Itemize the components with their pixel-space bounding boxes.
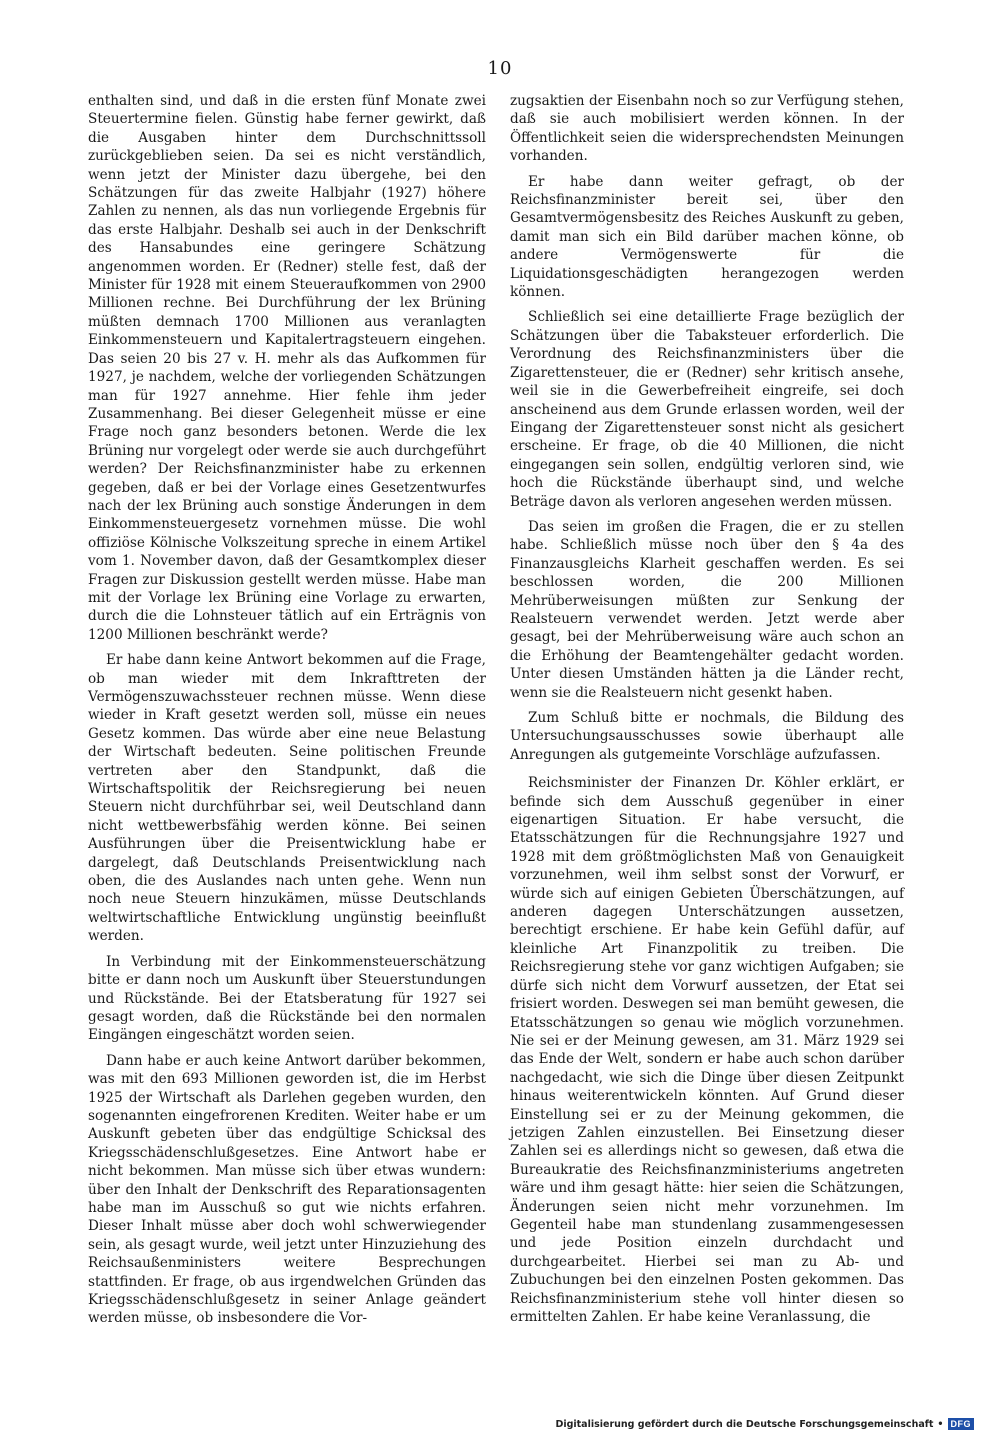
footer-text: Digitalisierung gefördert durch die Deutsche Forschungsgemeinschaft: [555, 1418, 934, 1430]
right-column: [510, 92, 904, 1333]
dfg-logo: DFG: [948, 1418, 975, 1430]
page-number: 10: [487, 58, 513, 79]
paragraph: Er habe dann keine Antwort bekommen auf die Frage, ob man wieder mit dem Inkrafttreten der Vermögenszuwachssteuer rechnen müsse. Wenn diese wieder in Kraft gesetzt werden soll, müsse ein neues Gesetz kommen. Das würde aber eine neue Belastung der Wirtschaft bedeuten. Seine politischen Freunde vertreten aber den Standpunkt, daß die Wirtschaftspolitik der Reichsregierung bei neuen Steuern nicht durchführbar sei, weil Deutschland dann nicht wettbewerbsfähig werden könne. Bei seinen Ausführungen über die Preisentwicklung habe er dargelegt, daß Deutschlands Preisentwicklung nach oben, die des Auslandes nach unten gehe. Wenn nun noch neue Steuern hinzukämen, müsse Deutschlands weltwirtschaftliche Entwicklung ungünstig beeinflußt werden.: [88, 652, 486, 945]
left-column: [88, 92, 486, 1335]
paragraph: In Verbindung mit der Einkommensteuerschätzung bitte er dann noch um Auskunft über Steuerstundungen und Rückstände. Bei der Etatsberatung für 1927 sei gesagt worden, daß die Rückstände bei den normalen Eingängen eingeschätzt worden seien.: [88, 953, 486, 1044]
paragraph: zugsaktien der Eisenbahn noch so zur Verfügung stehen, daß sie auch mobilisiert werden können. In der Öffentlichkeit seien die widersprechendsten Meinungen vorhanden.: [510, 93, 904, 165]
paragraph: Zum Schluß bitte er nochmals, die Bildung des Untersuchungsausschusses sowie überhaupt alle Anregungen als gutgemeinte Vorschläge aufzufassen.: [510, 710, 904, 763]
paragraph: Dann habe er auch keine Antwort darüber bekommen, was mit den 693 Millionen geworden ist, die im Herbst 1925 der Wirtschaft als Darlehen gegeben wurden, den sogenannten eingefrorenen Krediten. Weiter habe er um Auskunft gebeten über das endgültige Schicksal des Kriegsschädenschlußgesetzes. Eine Antwort habe er nicht bekommen. Man müsse sich über etwas wundern: über den Inhalt der Denkschrift des Reparationsagenten habe man im Ausschuß so gut wie nichts erfahren. Dieser Inhalt müsse aber doch wohl schwerwiegender sein, als gesagt wurde, weil jetzt unter Hinzuziehung des Reichsaußenministers weitere Besprechungen stattfinden. Er frage, ob aus irgendwelchen Gründen das Kriegsschädenschlußgesetz in seiner Anlage geändert werden müsse, ob insbesondere die Vor-: [88, 1052, 486, 1327]
paragraph: Er habe dann weiter gefragt, ob der Reichsfinanzminister bereit sei, über den Gesamtvermögensbesitz des Reiches Auskunft zu geben, damit man sich ein Bild darüber machen könne, ob andere Vermögenswerte für die Liquidationsgeschädigten herangezogen werden können.: [510, 173, 904, 301]
paragraph: enthalten sind, und daß in die ersten fünf Monate zwei Steuertermine fielen. Günstig habe ferner gewirkt, daß die Ausgaben hinter dem Durchschnittssoll zurückgeblieben seien. Da sei es nicht verständlich, wenn jetzt der Minister dazu übergehe, bei den Schätzungen für das zweite Halbjahr (1927) höhere Zahlen zu nennen, als das nun vorliegende Ergebnis für das erste Halbjahr. Deshalb sei auch in der Denkschrift des Hansabundes eine geringere Schätzung angenommen worden. Er (Redner) stelle fest, daß der Minister für 1928 mit einem Steueraufkommen von 2900 Millionen rechne. Bei Durchführung der lex Brüning müßten demnach 1700 Millionen aus veranlagten Einkommensteuern und Kapitalertragsteuern eingehen. Das seien 20 bis 27 v. H. mehr als das Aufkommen für 1927, je nachdem, welche der vorliegenden Schätzungen man für 1927 annehme. Hier fehle ihm jeder Zusammenhang. Bei dieser Gelegenheit müsse er eine Frage noch ganz besonders betonen. Werde die lex Brüning nur vorgelegt oder werde sie auch durchgeführt werden? Der Reichsfinanzminister habe zu erkennen gegeben, daß er bei der Vorlage eines Gesetzentwurfes nach der lex Brüning auch sonstige Änderungen in dem Einkommensteuergesetz vornehmen müsse. Die wohl offiziöse Kölnische Volkszeitung spreche in einem Artikel vom 1. November davon, daß der Gesamtkomplex dieser Fragen zur Diskussion gestellt werden müsse. Habe man mit der Vorlage lex Brüning eine Vorlage zu erwarten, durch die die Lohnsteuer tätlich auf ein Erträgnis von 1200 Millionen beschränkt werde?: [88, 93, 486, 643]
paragraph: Schließlich sei eine detaillierte Frage bezüglich der Schätzungen über die Tabaksteuer erforderlich. Die Verordnung des Reichsfinanzministers über die Zigarettensteuer, die er (Redner) sehr kritisch ansehe, weil sie in die Gewerbefreiheit eingreife, sei doch anscheinend aus dem Grunde erlassen worden, weil der Eingang der Zigarettensteuer sonst nicht als gesichert erscheine. Er frage, ob die 40 Millionen, die nicht eingegangen sein sollen, endgültig verloren sind, wie hoch die Rückstände überhaupt sind, und welche Beträge davon als verloren angesehen werden müssen.: [510, 309, 904, 510]
footer-separator: •: [937, 1418, 944, 1430]
digitization-footer: [555, 1418, 974, 1430]
paragraph: Das seien im großen die Fragen, die er zu stellen habe. Schließlich müsse noch über den § 4a des Finanzausgleichs Klarheit geschaffen werden. Es sei beschlossen worden, die 200 Millionen Mehrüberweisungen müßten zur Senkung der Realsteuern verwendet werden. Jetzt werde aber gesagt, bei der Mehrüberweisung wäre auch schon an die Erhöhung der Beamtengehälter gedacht worden. Unter diesen Umständen hätten ja die Länder recht, wenn sie die Realsteuern nicht gesenkt haben.: [510, 518, 904, 701]
paragraph: Reichsminister der Finanzen Dr. Köhler erklärt, er befinde sich dem Ausschuß gegenüber in einer eigenartigen Situation. Er habe versucht, die Etatsschätzungen für die Rechnungsjahre 1927 und 1928 mit dem größtmöglichsten Maß von Genauigkeit vorzunehmen, weil ihm selbst sonst der Vorwurf, er würde sich auf einigen Gebieten Überschätzungen, auf anderen dagegen Unterschätzungen aussetzen, berechtigt erschiene. Er habe kein Gefühl dafür, auf kleinliche Art Finanzpolitik zu treiben. Die Reichsregierung stehe vor ganz wichtigen Aufgaben; sie dürfe sich nicht dem Vorwurf aussetzen, der Etat sei frisiert worden. Deswegen sei man bemüht gewesen, die Etatsschätzungen so genau wie möglich vorzunehmen. Nie sei er der Meinung gewesen, am 31. März 1929 sei das Ende der Welt, sondern er habe auch schon darüber nachgedacht, wie sich die Dinge über diesen Zeitpunkt hinaus weiterentwickeln könnten. Auf Grund dieser Einstellung sei er zu der Meinung gekommen, die jetzigen Zahlen einzustellen. Bei Einsetzung dieser Zahlen sei es allerdings nicht so gewesen, daß etwa die Bureaukratie des Reichsfinanzministeriums angetreten wäre und ihm gesagt hätte: hier seien die Schätzungen, Änderungen seien nicht mehr vorzunehmen. Im Gegenteil habe man stundenlang zusammengesessen und jede Position einzeln durchdacht und durchgearbeitet. Hierbei sei man zu Ab- und Zubuchungen bei den einzelnen Posten gekommen. Das Reichsfinanzministerium stehe voll hinter diesen so ermittelten Zahlen. Er habe keine Veranlassung, die: [510, 775, 904, 1325]
